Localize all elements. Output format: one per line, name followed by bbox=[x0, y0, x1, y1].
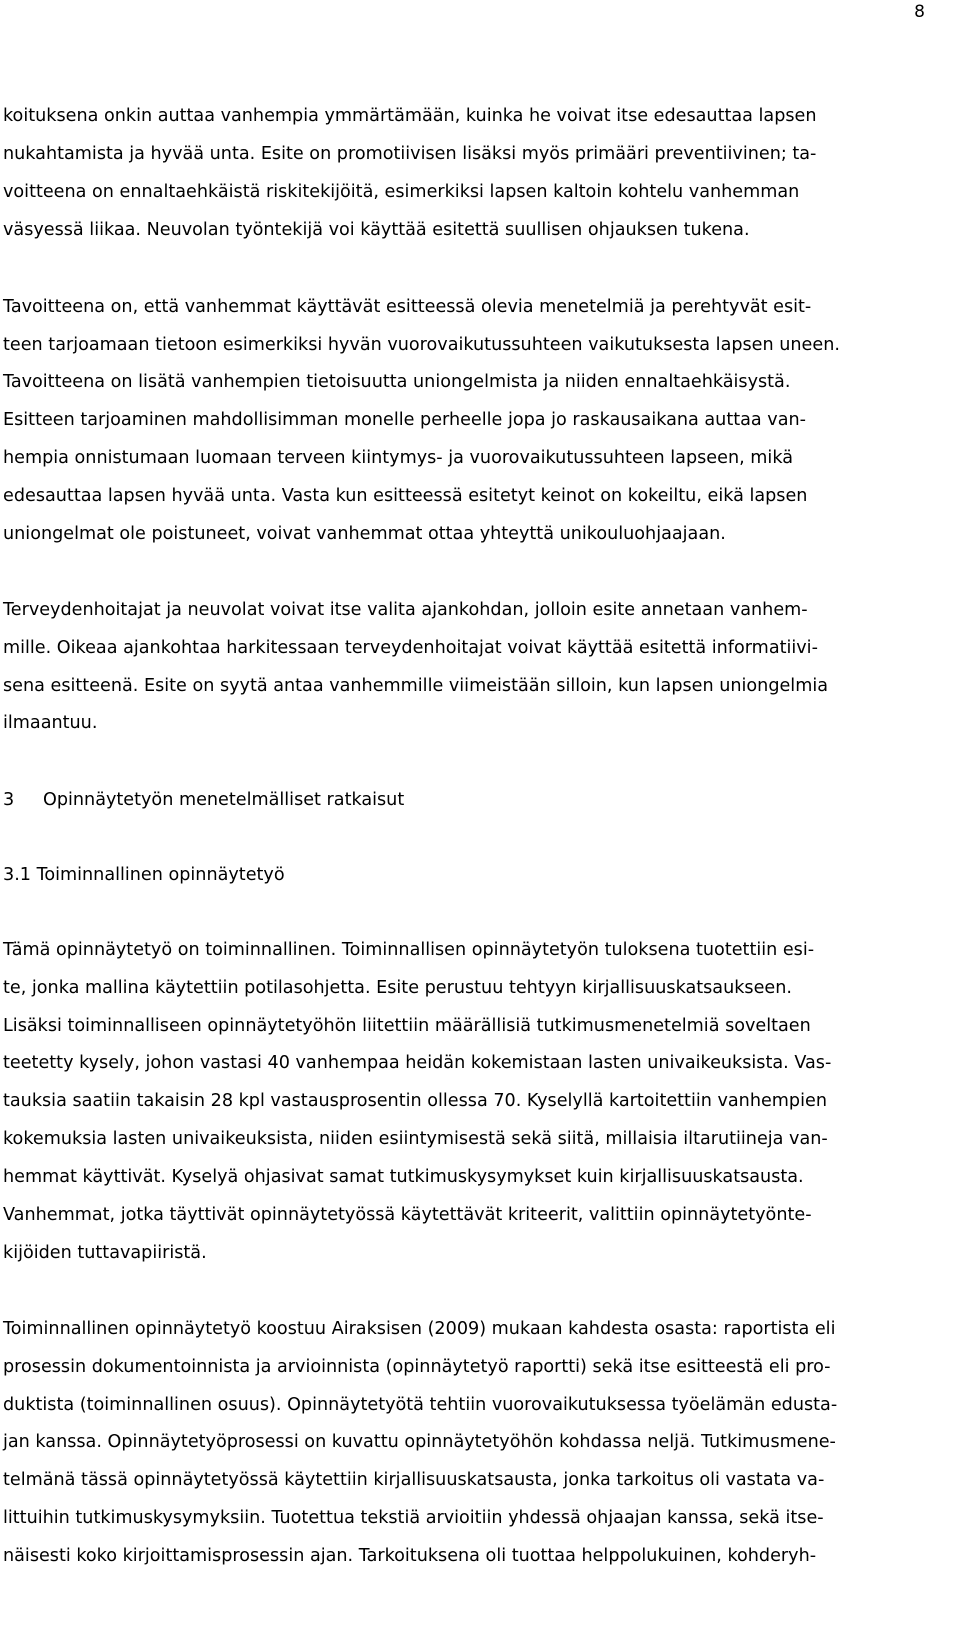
text-line: duktista (toiminnallinen osuus). Opinnäytetyötä tehtiin vuorovaikutuksessa työelämän edusta- bbox=[3, 1395, 838, 1415]
text-line: kijöiden tuttavapiiristä. bbox=[3, 1243, 207, 1263]
text-line: kokemuksia lasten univaikeuksista, niiden esiintymisestä sekä siitä, millaisia iltarutiineja van- bbox=[3, 1129, 828, 1149]
section-title: Opinnäytetyön menetelmälliset ratkaisut bbox=[43, 790, 405, 810]
subsection-title: Toiminnallinen opinnäytetyö bbox=[36, 865, 285, 885]
text-line: jan kanssa. Opinnäytetyöprosessi on kuvattu opinnäytetyöhön kohdassa neljä. Tutkimusmene- bbox=[3, 1432, 836, 1452]
text-line: teetetty kysely, johon vastasi 40 vanhempaa heidän kokemistaan lasten univaikeuksista. Vas- bbox=[3, 1053, 832, 1073]
section-heading bbox=[3, 789, 404, 811]
text-line: uniongelmat ole poistuneet, voivat vanhemmat ottaa yhteyttä unikouluohjaajaan. bbox=[3, 524, 726, 544]
text-line: hempia onnistumaan luomaan terveen kiintymys- ja vuorovaikutussuhteen lapseen, mikä bbox=[3, 448, 793, 468]
text-line: näisesti koko kirjoittamisprosessin ajan. Tarkoituksena oli tuottaa helppolukuinen, kohderyh- bbox=[3, 1546, 817, 1566]
text-line: nukahtamista ja hyvää unta. Esite on promotiivisen lisäksi myös primääri preventiivinen; ta- bbox=[3, 144, 817, 164]
text-line: tauksia saatiin takaisin 28 kpl vastausprosentin ollessa 70. Kyselyllä kartoitettiin vanhempien bbox=[3, 1091, 827, 1111]
text-line: voitteena on ennaltaehkäistä riskitekijöitä, esimerkiksi lapsen kaltoin kohtelu vanhemman bbox=[3, 182, 800, 202]
text-line: teen tarjoamaan tietoon esimerkiksi hyvän vuorovaikutussuhteen vaikutuksesta lapsen uneen. bbox=[3, 335, 840, 355]
subsection-heading bbox=[3, 864, 285, 886]
text-line: hemmat käyttivät. Kyselyä ohjasivat samat tutkimuskysymykset kuin kirjallisuuskatsausta. bbox=[3, 1167, 804, 1187]
text-line: ilmaantuu. bbox=[3, 713, 98, 733]
text-line: telmänä tässä opinnäytetyössä käytettiin kirjallisuuskatsausta, jonka tarkoitus oli vastata va- bbox=[3, 1470, 825, 1490]
text-line: koituksena onkin auttaa vanhempia ymmärtämään, kuinka he voivat itse edesauttaa lapsen bbox=[3, 106, 817, 126]
text-line: sena esitteenä. Esite on syytä antaa vanhemmille viimeistään silloin, kun lapsen uniongelmia bbox=[3, 676, 829, 696]
text-line: Vanhemmat, jotka täyttivät opinnäytetyössä käytettävät kriteerit, valittiin opinnäytetyönte- bbox=[3, 1205, 812, 1225]
text-line: Tavoitteena on lisätä vanhempien tietoisuutta uniongelmista ja niiden ennaltaehkäisystä. bbox=[3, 372, 791, 392]
text-line: prosessin dokumentoinnista ja arvioinnista (opinnäytetyö raportti) sekä itse esitteestä eli pro- bbox=[3, 1357, 831, 1377]
text-line: väsyessä liikaa. Neuvolan työntekijä voi käyttää esitettä suullisen ohjauksen tukena. bbox=[3, 220, 750, 240]
text-line: Lisäksi toiminnalliseen opinnäytetyöhön liitettiin määrällisiä tutkimusmenetelmiä soveltaen bbox=[3, 1016, 811, 1036]
text-line: Esitteen tarjoaminen mahdollisimman monelle perheelle jopa jo raskausaikana auttaa van- bbox=[3, 410, 806, 430]
text-line: te, jonka mallina käytettiin potilasohjetta. Esite perustuu tehtyyn kirjallisuuskatsaukseen. bbox=[3, 978, 792, 998]
section-number: 3 bbox=[3, 790, 15, 810]
text-line: mille. Oikeaa ajankohtaa harkitessaan terveydenhoitajat voivat käyttää esitettä informatiivi- bbox=[3, 638, 818, 658]
subsection-number: 3.1 bbox=[3, 865, 31, 885]
text-line: Terveydenhoitajat ja neuvolat voivat itse valita ajankohdan, jolloin esite annetaan vanhem- bbox=[3, 600, 808, 620]
text-line: Tämä opinnäytetyö on toiminnallinen. Toiminnallisen opinnäytetyön tuloksena tuotettiin esi- bbox=[3, 940, 815, 960]
page-number: 8 bbox=[914, 2, 925, 22]
text-line: Tavoitteena on, että vanhemmat käyttävät esitteessä olevia menetelmiä ja perehtyvät esit- bbox=[3, 297, 812, 317]
text-line: edesauttaa lapsen hyvää unta. Vasta kun esitteessä esitetyt keinot on kokeiltu, eikä lapsen bbox=[3, 486, 808, 506]
text-line: Toiminnallinen opinnäytetyö koostuu Airaksisen (2009) mukaan kahdesta osasta: raportista eli bbox=[3, 1319, 836, 1339]
text-line: littuihin tutkimuskysymyksiin. Tuotettua tekstiä arvioitiin yhdessä ohjaajan kanssa, sekä itse- bbox=[3, 1508, 824, 1528]
